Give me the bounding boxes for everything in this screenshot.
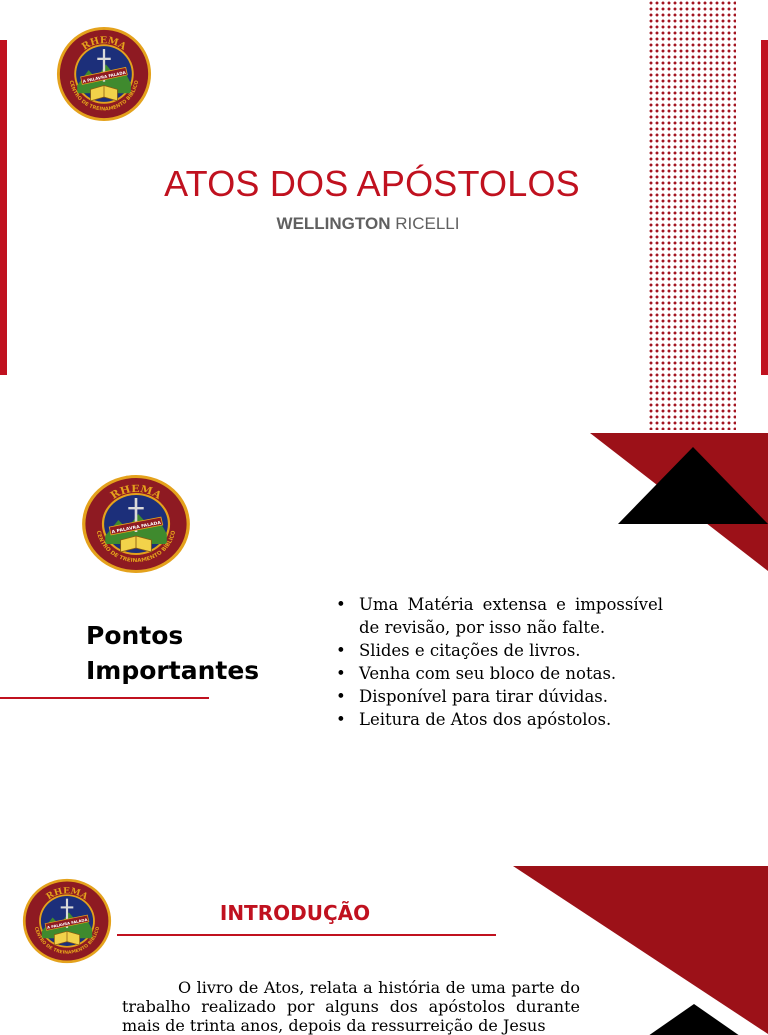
bullet-item: • Venha com seu bloco de notas. [336, 662, 663, 685]
seal-banner-text: A PALAVRA FALADA [46, 917, 88, 930]
rhema-seal-logo [56, 26, 152, 122]
bullet-list [336, 593, 663, 731]
heading-line-1: Pontos [86, 621, 184, 650]
seal-top-text: RHEMA [108, 483, 164, 502]
author-last-name: RICELLI [395, 214, 460, 233]
rhema-seal-logo [81, 474, 191, 574]
title-slide [0, 0, 768, 430]
seal-banner-text: A PALAVRA FALADA [111, 520, 162, 536]
section-heading [86, 618, 259, 688]
left-accent-bar [0, 40, 7, 375]
heading-underline [0, 697, 209, 699]
bullet-item: • Leitura de Atos dos apóstolos. [336, 708, 663, 731]
bullet-item: • Uma Matéria extensa e impossível de revisão, por isso não falte. [336, 593, 663, 639]
bullet-item: • Disponível para tirar dúvidas. [336, 685, 663, 708]
bullet-item: • Slides e citações de livros. [336, 639, 663, 662]
seal-top-text: RHEMA [80, 35, 129, 53]
author-first-name: WELLINGTON [276, 214, 391, 233]
intro-paragraph: O livro de Atos, relata a história de uma parte do trabalho realizado por alguns dos apóstolos durante mais de trinta anos, depois da ressurreição de Jesus [122, 978, 580, 1035]
heading-line-2: Importantes [86, 656, 260, 685]
introduction-slide [0, 866, 768, 1035]
author-name [0, 214, 736, 234]
seal-ring-text: CENTRO DE TREINAMENTO BÍBLICO [32, 926, 102, 956]
presentation-title: ATOS DOS APÓSTOLOS [164, 163, 580, 204]
rhema-seal-logo [22, 878, 112, 964]
seal-ring-text: CENTRO DE TREINAMENTO BÍBLICO [67, 79, 141, 113]
heading-underline [117, 934, 496, 936]
section-heading: INTRODUÇÃO [219, 901, 371, 925]
key-points-slide [0, 433, 768, 841]
seal-ring-text: CENTRO DE TREINAMENTO BÍBLICO [94, 530, 178, 564]
seal-banner-text: A PALAVRA FALADA [82, 69, 127, 84]
right-accent-bar [761, 40, 768, 375]
seal-top-text: RHEMA [44, 886, 90, 903]
